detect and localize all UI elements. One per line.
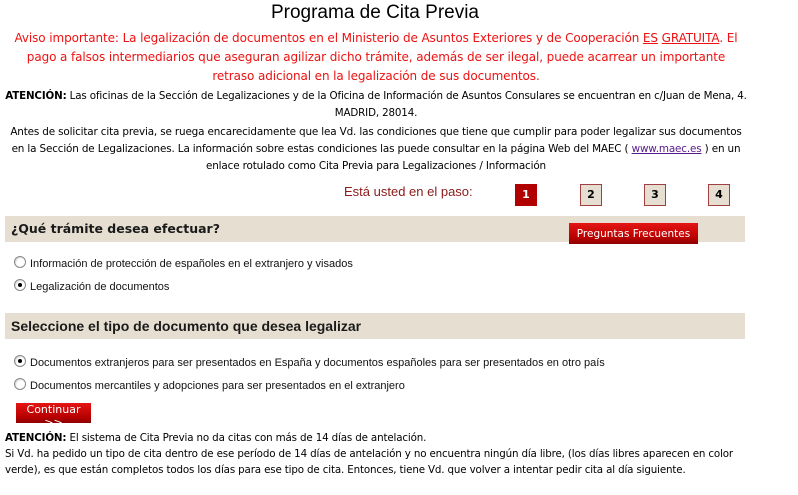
steps-label: Está usted en el paso: (344, 184, 473, 199)
continue-button[interactable]: Continuar >> (16, 403, 91, 423)
maec-link[interactable]: www.maec.es (631, 143, 702, 155)
step-4: 4 (708, 184, 730, 206)
intro-paragraph: Antes de solicitar cita previa, se ruega encarecidamente que lea Vd. las condiciones que tiene que cumplir para poder legalizar sus documentos en la Sección de Legalizaciones. La información sobre estas condiciones las puede consultar en la página Web del MAEC ( www.maec.es ) en un enlace rotulado como Cita Previa para Legalizaciones / Información (10, 126, 742, 172)
section-tramite-title: ¿Qué trámite desea efectuar? (11, 221, 220, 236)
section-tipo-documento-header (5, 313, 745, 339)
radio-unchecked-icon[interactable] (14, 378, 26, 390)
attention-label: ATENCIÓN: (5, 432, 67, 444)
option-label: Legalización de documentos (30, 281, 170, 293)
page-title: Programa de Cita Previa (270, 2, 480, 23)
warning-text-1: Aviso importante: La legalización de documentos en el Ministerio de Asuntos Exteriores y de Cooperación (14, 31, 643, 45)
step-2: 2 (580, 184, 602, 206)
attention-label: ATENCIÓN: (5, 90, 67, 102)
warning-text-2: . El pago a falsos intermediarios que aseguran agilizar dicho trámite, además de ser ilegal, puede acarrear un importante retraso adicional en la legalización de sus documentos. (26, 31, 738, 83)
radio-unchecked-icon[interactable] (14, 256, 26, 268)
option-legalizacion[interactable] (14, 281, 169, 293)
warning-es: ES (642, 31, 658, 45)
important-warning (4, 29, 748, 86)
faq-button[interactable]: Preguntas Frecuentes (569, 223, 698, 244)
option-documentos-mercantiles[interactable] (14, 380, 405, 392)
step-3: 3 (644, 184, 666, 206)
option-label: Documentos extranjeros para ser presentados en España y documentos españoles para ser presentados en otro país (30, 357, 605, 369)
radio-checked-icon[interactable] (14, 279, 26, 291)
option-label: Documentos mercantiles y adopciones para ser presentados en el extranjero (30, 380, 405, 392)
step-1: 1 (515, 184, 537, 206)
attention-office-note (4, 88, 748, 122)
warning-gratuita: GRATUITA (661, 31, 720, 45)
radio-checked-icon[interactable] (14, 355, 26, 367)
option-documentos-extranjeros[interactable] (14, 357, 605, 369)
bottom-attention-note: ATENCIÓN: El sistema de Cita Previa no da citas con más de 14 días de antelación. Si Vd. ha pedido un tipo de cita dentro de ese período de 14 días de antelación y no encuentra ningún día libre, (los días libres aparecen en color verde), es que están completos todos los días para ese tipo de cita. Entonces, tiene Vd. que volver a intentar pedir cita al día siguiente. (5, 432, 734, 476)
option-label: Información de protección de españoles en el extranjero y visados (30, 258, 353, 270)
attention-office-text: Las oficinas de la Sección de Legalizaciones y de la Oficina de Información de Asuntos Consulares se encuentran en c/Juan de Mena, 4. MADRID, 28014. (66, 90, 747, 119)
section-tipo-documento-title: Seleccione el tipo de documento que desea legalizar (11, 318, 362, 334)
option-proteccion-visados[interactable] (14, 258, 353, 270)
